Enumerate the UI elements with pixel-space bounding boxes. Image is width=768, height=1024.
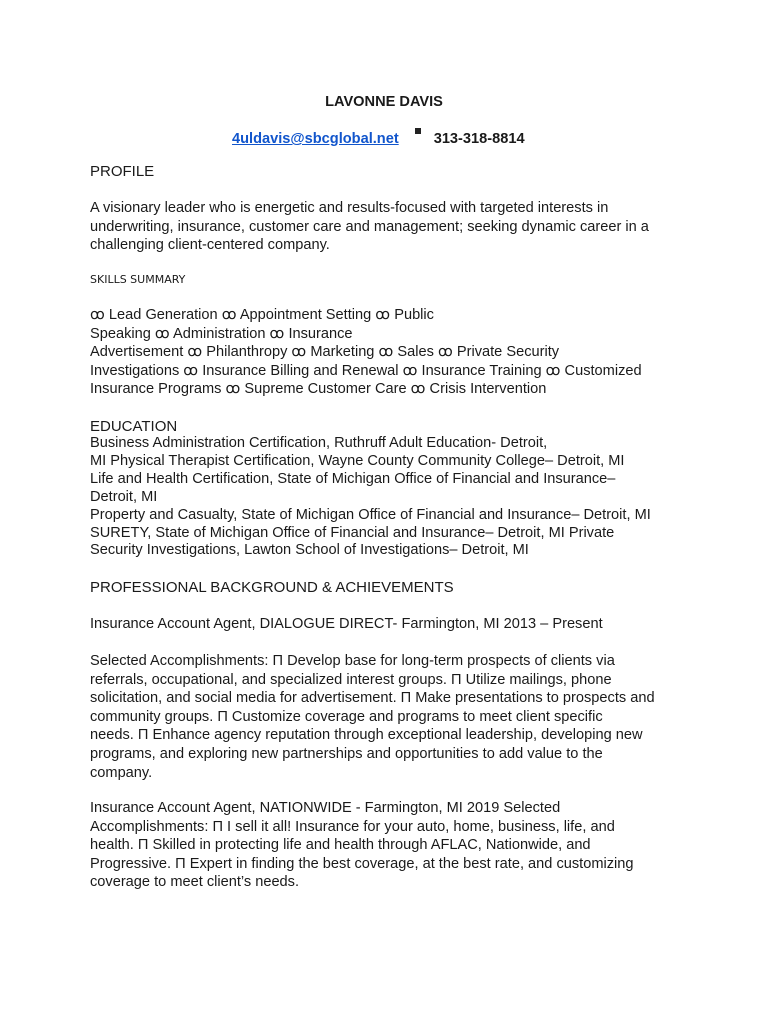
skills-line: Insurance Programs ꝏ Supreme Customer Care ꝏ Crisis Intervention [90, 381, 547, 398]
profile-heading: PROFILE [90, 163, 155, 180]
job2-line: Insurance Account Agent, NATIONWIDE - Farmington, MI 2019 Selected [90, 800, 561, 816]
education-line: Detroit, MI [90, 488, 158, 505]
background-heading: PROFESSIONAL BACKGROUND & ACHIEVEMENTS [90, 579, 454, 596]
job2-line: Accomplishments: Π I sell it all! Insurance for your auto, home, business, life, and [90, 818, 615, 835]
education-line: Life and Health Certification, State of Michigan Office of Financial and Insurance– [90, 470, 616, 487]
job1-line: needs. Π Enhance agency reputation through exceptional leadership, developing new [90, 727, 643, 744]
education-text [90, 435, 690, 560]
job1-line: company. [90, 764, 153, 781]
profile-text [90, 199, 690, 255]
job2-line: Progressive. Π Expert in finding the best coverage, at the best rate, and customizing [90, 855, 634, 872]
profile-line: A visionary leader who is energetic and results-focused with targeted interests in [90, 200, 609, 216]
skills-text [90, 306, 690, 399]
education-line: SURETY, State of Michigan Office of Financial and Insurance– Detroit, MI Private [90, 524, 615, 541]
profile-line: underwriting, insurance, customer care and management; seeking dynamic career in a [90, 218, 649, 235]
resume-name: LAVONNE DAVIS [325, 94, 443, 110]
education-line: Business Administration Certification, Ruthruff Adult Education- Detroit, [90, 435, 548, 451]
education-line: Property and Casualty, State of Michigan Office of Financial and Insurance– Detroit, MI [90, 506, 651, 523]
bullet-square-icon [415, 128, 421, 134]
profile-line: challenging client-centered company. [90, 237, 330, 254]
education-heading: EDUCATION [90, 418, 178, 435]
education-line: MI Physical Therapist Certification, Wayne County Community College– Detroit, MI [90, 452, 625, 469]
skills-line: Advertisement ꝏ Philanthropy ꝏ Marketing ꝏ Sales ꝏ Private Security [90, 344, 560, 361]
job2-accomplishments [90, 799, 690, 892]
job1-accomplishments [90, 652, 690, 782]
job2-line: health. Π Skilled in protecting life and health through AFLAC, Nationwide, and [90, 837, 591, 854]
job1-line: Selected Accomplishments: Π Develop base for long-term prospects of clients via [90, 653, 615, 669]
education-line: Security Investigations, Lawton School of Investigations– Detroit, MI [90, 542, 529, 559]
contact-line [232, 128, 525, 147]
job1-line: solicitation, and social media for advertisement. Π Make presentations to prospects and [90, 690, 655, 707]
email-link[interactable]: 4uldavis@sbcglobal.net [232, 131, 399, 147]
skills-line: ꝏ Lead Generation ꝏ Appointment Setting ꝏ Public [90, 307, 434, 323]
job1-line: referrals, occupational, and specialized interest groups. Π Utilize mailings, phone [90, 671, 612, 688]
job2-line: coverage to meet client’s needs. [90, 874, 300, 891]
skills-line: Investigations ꝏ Insurance Billing and Renewal ꝏ Insurance Training ꝏ Customized [90, 362, 642, 379]
job1-line: programs, and exploring new partnerships and opportunities to add value to the [90, 745, 603, 762]
phone-number: 313-318-8814 [433, 131, 525, 147]
skills-heading: SKILLS SUMMARY [90, 273, 186, 286]
skills-line: Speaking ꝏ Administration ꝏ Insurance [90, 325, 353, 342]
job1-line: community groups. Π Customize coverage and programs to meet client specific [90, 708, 603, 725]
job1-title: Insurance Account Agent, DIALOGUE DIRECT- Farmington, MI 2013 – Present [90, 616, 603, 632]
